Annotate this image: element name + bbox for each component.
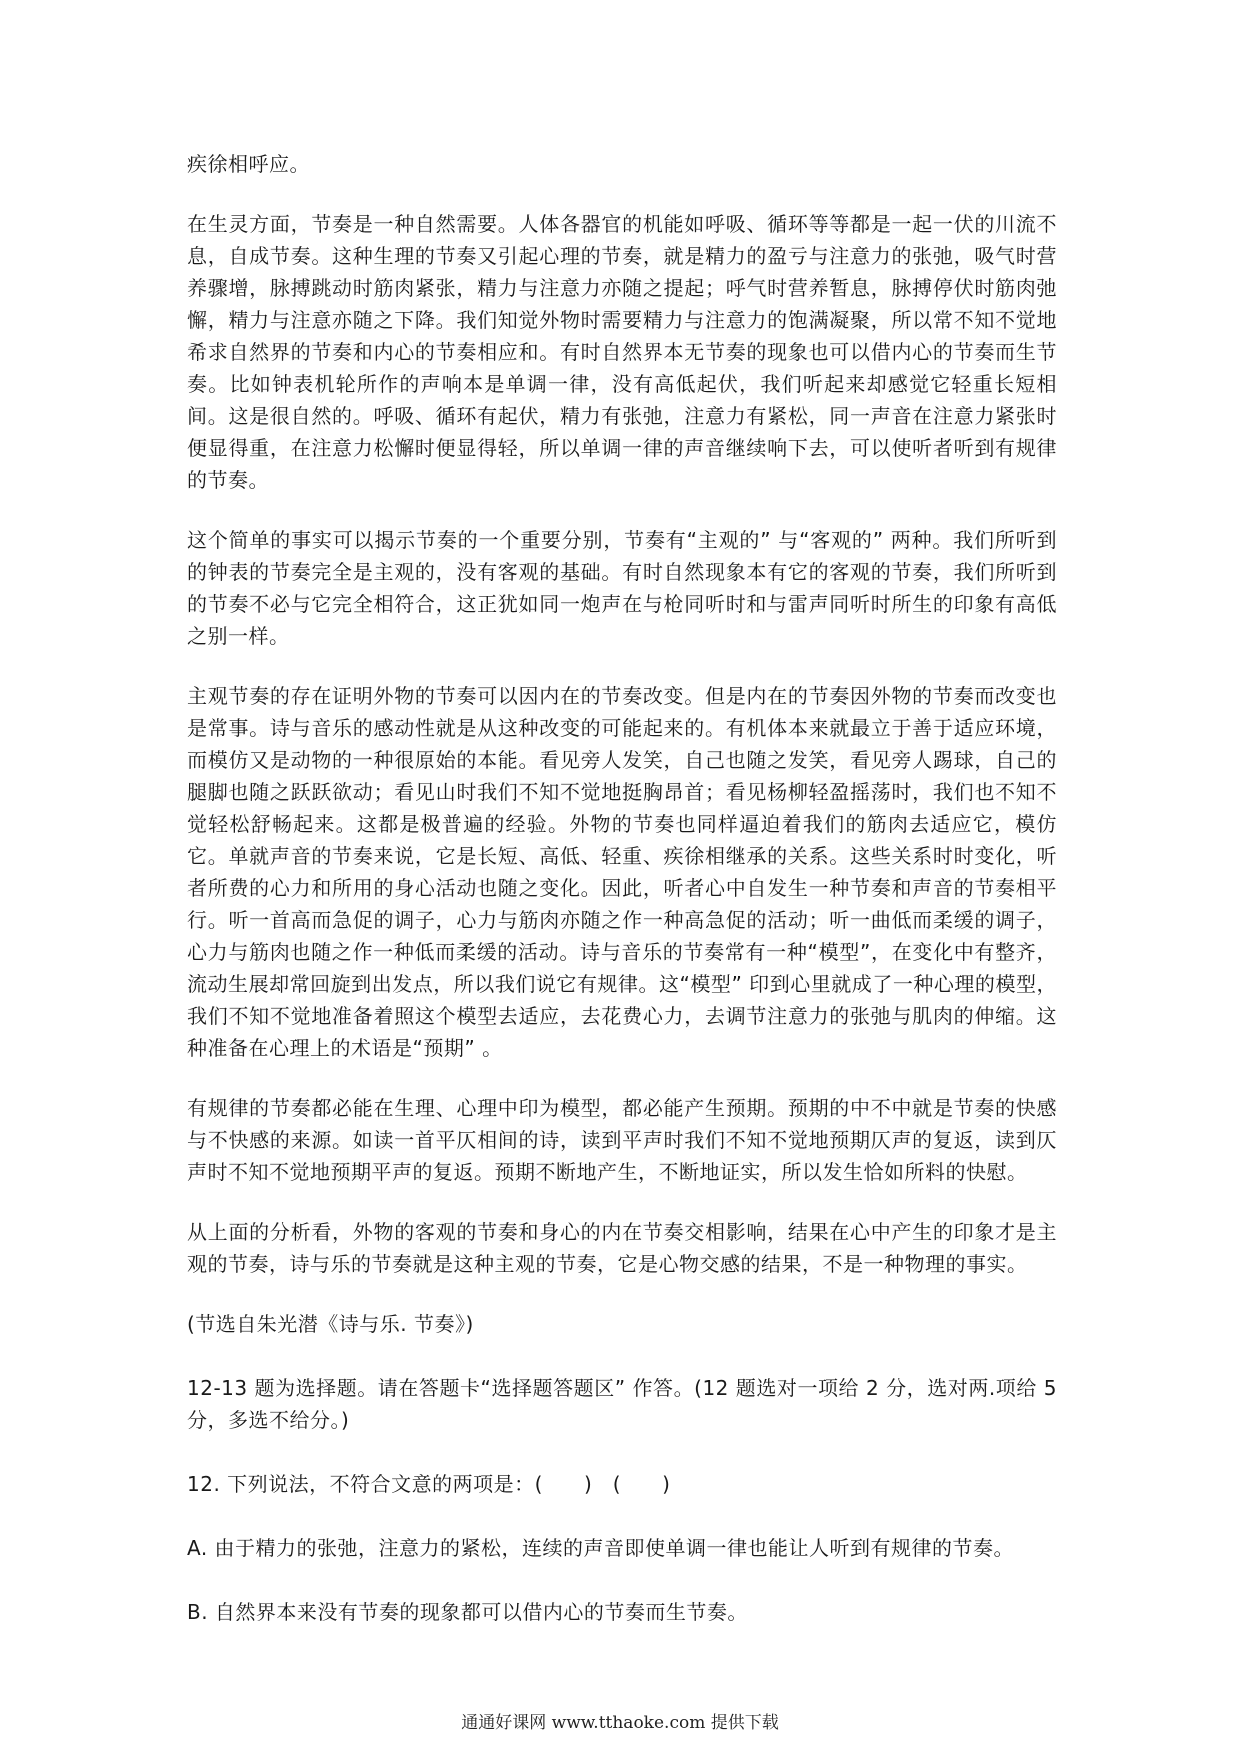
question-12-stem: 12. 下列说法，不符合文意的两项是：( ) ( ): [187, 1472, 671, 1496]
paragraph-expectation: 有规律的节奏都必能在生理、心理中印为模型，都必能产生预期。预期的中不中就是节奏的快感与不快感的来源。如读一首平仄相间的诗，读到平声时我们不知不觉地预期仄声的复返，读到仄声时不知不觉地预期平声的复返。预期不断地产生，不断地证实，所以发生恰如所料的快慰。: [187, 1096, 1057, 1184]
paragraph-physiological-rhythm: 在生灵方面，节奏是一种自然需要。人体各器官的机能如呼吸、循环等等都是一起一伏的川流不息，自成节奏。这种生理的节奏又引起心理的节奏，就是精力的盈亏与注意力的张弛，吸气时营养骤增，脉搏跳动时筋肉紧张，精力与注意力亦随之提起；呼气时营养暂息，脉搏停伏时筋肉弛懈，精力与注意亦随之下降。我们知觉外物时需要精力与注意力的饱满凝聚，所以常不知不觉地希求自然界的节奏和内心的节奏相应和。有时自然界本无节奏的现象也可以借内心的节奏而生节奏。比如钟表机轮所作的声响本是单调一律，没有高低起伏，我们听起来却感觉它轻重长短相间。这是很自然的。呼吸、循环有起伏，精力有张弛，注意力有紧松，同一声音在注意力紧张时便显得重，在注意力松懈时便显得轻，所以单调一律的声音继续响下去，可以使听者听到有规律的节奏。: [187, 212, 1057, 492]
footer-watermark: 通通好课网 www.tthaoke.com 提供下载: [461, 1713, 779, 1733]
document-page: [187, 148, 1057, 1660]
option-b: B. 自然界本来没有节奏的现象都可以借内心的节奏而生节奏。: [187, 1600, 748, 1624]
question-instructions: 12-13 题为选择题。请在答题卡“选择题答题区” 作答。(12 题选对一项给 2 分，选对两.项给 5 分，多选不给分。): [187, 1376, 1057, 1432]
source-citation: (节选自朱光潜《诗与乐. 节奏》): [187, 1312, 474, 1336]
paragraph-imitation: 主观节奏的存在证明外物的节奏可以因内在的节奏改变。但是内在的节奏因外物的节奏而改变也是常事。诗与音乐的感动性就是从这种改变的可能起来的。有机体本来就最立于善于适应环境，而模仿又是动物的一种很原始的本能。看见旁人发笑，自己也随之发笑，看见旁人踢球，自己的腿脚也随之跃跃欲动；看见山时我们不知不觉地挺胸昂首；看见杨柳轻盈摇荡时，我们也不知不觉轻松舒畅起来。这都是极普遍的经验。外物的节奏也同样逼迫着我们的筋肉去适应它，模仿它。单就声音的节奏来说，它是长短、高低、轻重、疾徐相继承的关系。这些关系时时变化，听者所费的心力和所用的身心活动也随之变化。因此，听者心中自发生一种节奏和声音的节奏相平行。听一首高而急促的调子，心力与筋肉亦随之作一种高急促的活动；听一曲低而柔缓的调子，心力与筋肉也随之作一种低而柔缓的活动。诗与音乐的节奏常有一种“模型”，在变化中有整齐，流动生展却常回旋到出发点，所以我们说它有规律。这“模型” 印到心里就成了一种心理的模型，我们不知不觉地准备着照这个模型去适应，去花费心力，去调节注意力的张弛与肌肉的伸缩。这种准备在心理上的术语是“预期” 。: [187, 684, 1057, 1060]
option-a: A. 由于精力的张弛，注意力的紧松，连续的声音即使单调一律也能让人听到有规律的节奏。: [187, 1536, 1015, 1560]
paragraph-intro-fragment: 疾徐相呼应。: [187, 152, 310, 176]
paragraph-subjective-objective: 这个简单的事实可以揭示节奏的一个重要分别，节奏有“主观的” 与“客观的” 两种。我们所听到的钟表的节奏完全是主观的，没有客观的基础。有时自然现象本有它的客观的节奏，我们所听到的节奏不必与它完全相符合，这正犹如同一炮声在与枪同听时和与雷声同听时所生的印象有高低之别一样。: [187, 528, 1057, 648]
paragraph-conclusion: 从上面的分析看，外物的客观的节奏和身心的内在节奏交相影响，结果在心中产生的印象才是主观的节奏，诗与乐的节奏就是这种主观的节奏，它是心物交感的结果，不是一种物理的事实。: [187, 1220, 1057, 1276]
